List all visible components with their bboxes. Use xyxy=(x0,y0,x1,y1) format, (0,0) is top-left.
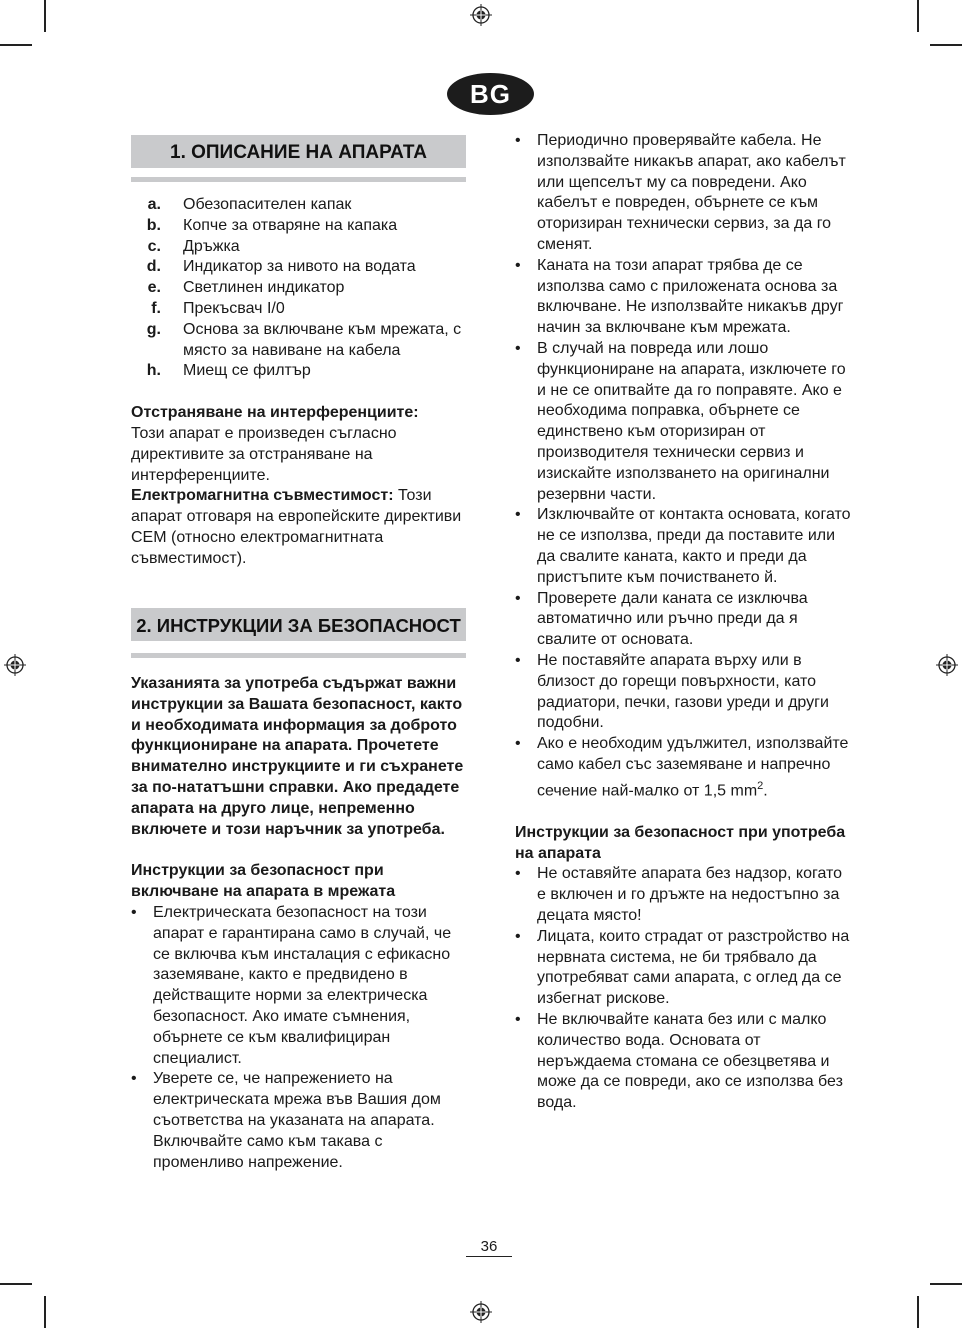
list-item: • Изключвайте от контакта основата, когато не се използва, преди да поставите или да свалите каната, както и преди да пристъпите към почистването й. xyxy=(515,505,853,588)
mains-instructions-list xyxy=(131,903,469,1173)
parts-list-item: f. Прекъсвач I/0 xyxy=(151,299,285,317)
use-heading: Инструкции за безопасност при употреба на апарата xyxy=(515,823,846,862)
crop-mark xyxy=(917,1296,919,1328)
safety-right-block xyxy=(515,131,853,1114)
list-item: • В случай на повреда или лошо функциониране на апарата, изключете го и не се опитвайте да го поправяте. Ако е необходима поправка, обърнете се единствено към оторизиран от производителя технически сервиз и изискайте използването на оригинални резервни части. xyxy=(515,339,853,505)
section-2-title: 2. ИНСТРУКЦИИ ЗА БЕЗОПАСНОСТ xyxy=(131,608,466,641)
crop-mark xyxy=(930,44,962,46)
mains-heading: Инструкции за безопасност при включване на апарата в мрежата xyxy=(131,862,396,901)
mains-instructions-list-continued xyxy=(515,131,853,802)
list-item: • Не оставяйте апарата без надзор, когато е включен и го дръжте на недостъпно за децата място! xyxy=(515,864,853,926)
use-instructions-list xyxy=(515,864,853,1114)
parts-list-item: b. Копче за отваряне на капака xyxy=(146,216,398,234)
interference-text: Този апарат е произведен съгласно директивите за отстраняване на интерференциите. xyxy=(131,424,397,484)
list-item: • Лицата, които страдат от разстройство на нервната система, не би трябвало да употребяват сами апарата, с оглед да се избегнат рискове. xyxy=(515,927,853,1010)
list-item: • Проверете дали каната се изключва автоматично или ръчно преди да я свалите от основата. xyxy=(515,589,853,651)
parts-list-item: e. Светлинен индикатор xyxy=(147,279,345,297)
section-1-rule xyxy=(131,177,466,182)
crop-mark xyxy=(930,1283,962,1285)
list-item xyxy=(515,734,853,802)
registration-mark-icon xyxy=(470,1301,492,1323)
interference-paragraph xyxy=(131,403,471,486)
list-item: • Не включвайте каната без или с малко количество вода. Основата от неръждаема стомана се обезцветява и може да се повреди, ако се използва без вода. xyxy=(515,1010,853,1114)
parts-list-item: h. Миещ се филтър xyxy=(146,362,311,380)
registration-mark-icon xyxy=(936,654,958,676)
description-block xyxy=(131,195,471,570)
interference-label: Отстраняване на интерференциите: xyxy=(131,404,419,422)
crop-mark xyxy=(0,1283,32,1285)
language-badge: BG xyxy=(447,73,534,115)
crop-mark xyxy=(44,0,46,32)
safety-intro: Указанията за употреба съдържат важни инструкции за Вашата безопасност, както и необходимата информация за доброто функциониране на апарата. Прочетете внимателно инструкциите и ги съхранете за по-нататъшни справки. Ако предадете апарата на друго лице, непременно включете и този наръчник за употреба. xyxy=(131,675,464,838)
list-item: • Каната на този апарат трябва де се използва само с приложената основа за включване. Не използвайте никакъв друг начин за включване към мрежата. xyxy=(515,256,853,339)
extension-superscript: 2 xyxy=(757,779,764,792)
parts-list xyxy=(131,195,471,382)
extension-end: . xyxy=(763,782,768,800)
section-1-title: 1. ОПИСАНИЕ НА АПАРАТА xyxy=(131,135,466,168)
page-number: 36 xyxy=(466,1238,512,1257)
parts-list-item: c. Дръжка xyxy=(147,237,240,255)
emc-paragraph xyxy=(131,486,471,569)
registration-mark-icon xyxy=(4,654,26,676)
list-item: • Периодично проверявайте кабела. Не използвайте никакъв апарат, ако кабелът или щепселът му са повредени. Ако кабелът е повреден, обърнете се към оторизиран технически сервиз, за да го сменят. xyxy=(515,131,853,256)
parts-list-item: d. Индикатор за нивото на водата xyxy=(146,258,416,276)
emc-label: Електромагнитна съвместимост: xyxy=(131,487,394,505)
parts-list-item: g. Основа за включване към мрежата, с място за навиване на кабела xyxy=(146,320,462,359)
crop-mark xyxy=(0,44,32,46)
crop-mark xyxy=(917,0,919,32)
safety-left-block xyxy=(131,674,469,1173)
list-item: • Не поставяйте апарата върху или в близост до горещи повърхности, като радиатори, печки, газови уреди и други подобни. xyxy=(515,651,853,734)
emc-text: Този апарат отговаря на европейските директиви CEM (относно електромагнитната съвместимост). xyxy=(131,487,462,567)
list-item: • Електрическата безопасност на този апарат е гарантирана само в случай, че се включва към инсталация с ефикасно заземяване, както е предвидено в действащите норми за електрическа безопасност. Ако имате съмнения, обърнете се към квалифициран специалист. xyxy=(131,903,469,1069)
registration-mark-icon xyxy=(470,4,492,26)
extension-text: Ако е необходим удължител, използвайте само кабел със заземяване и напречно сечение най-малко от 1,5 mm xyxy=(537,735,849,800)
section-2-rule xyxy=(131,653,466,658)
list-item: • Уверете се, че напрежението на електрическата мрежа във Вашия дом съответства на указаната на апарата. Включвайте само към такава с променливо напрежение. xyxy=(131,1069,469,1173)
crop-mark xyxy=(44,1296,46,1328)
parts-list-item: a. Обезопасителен капак xyxy=(147,196,352,213)
